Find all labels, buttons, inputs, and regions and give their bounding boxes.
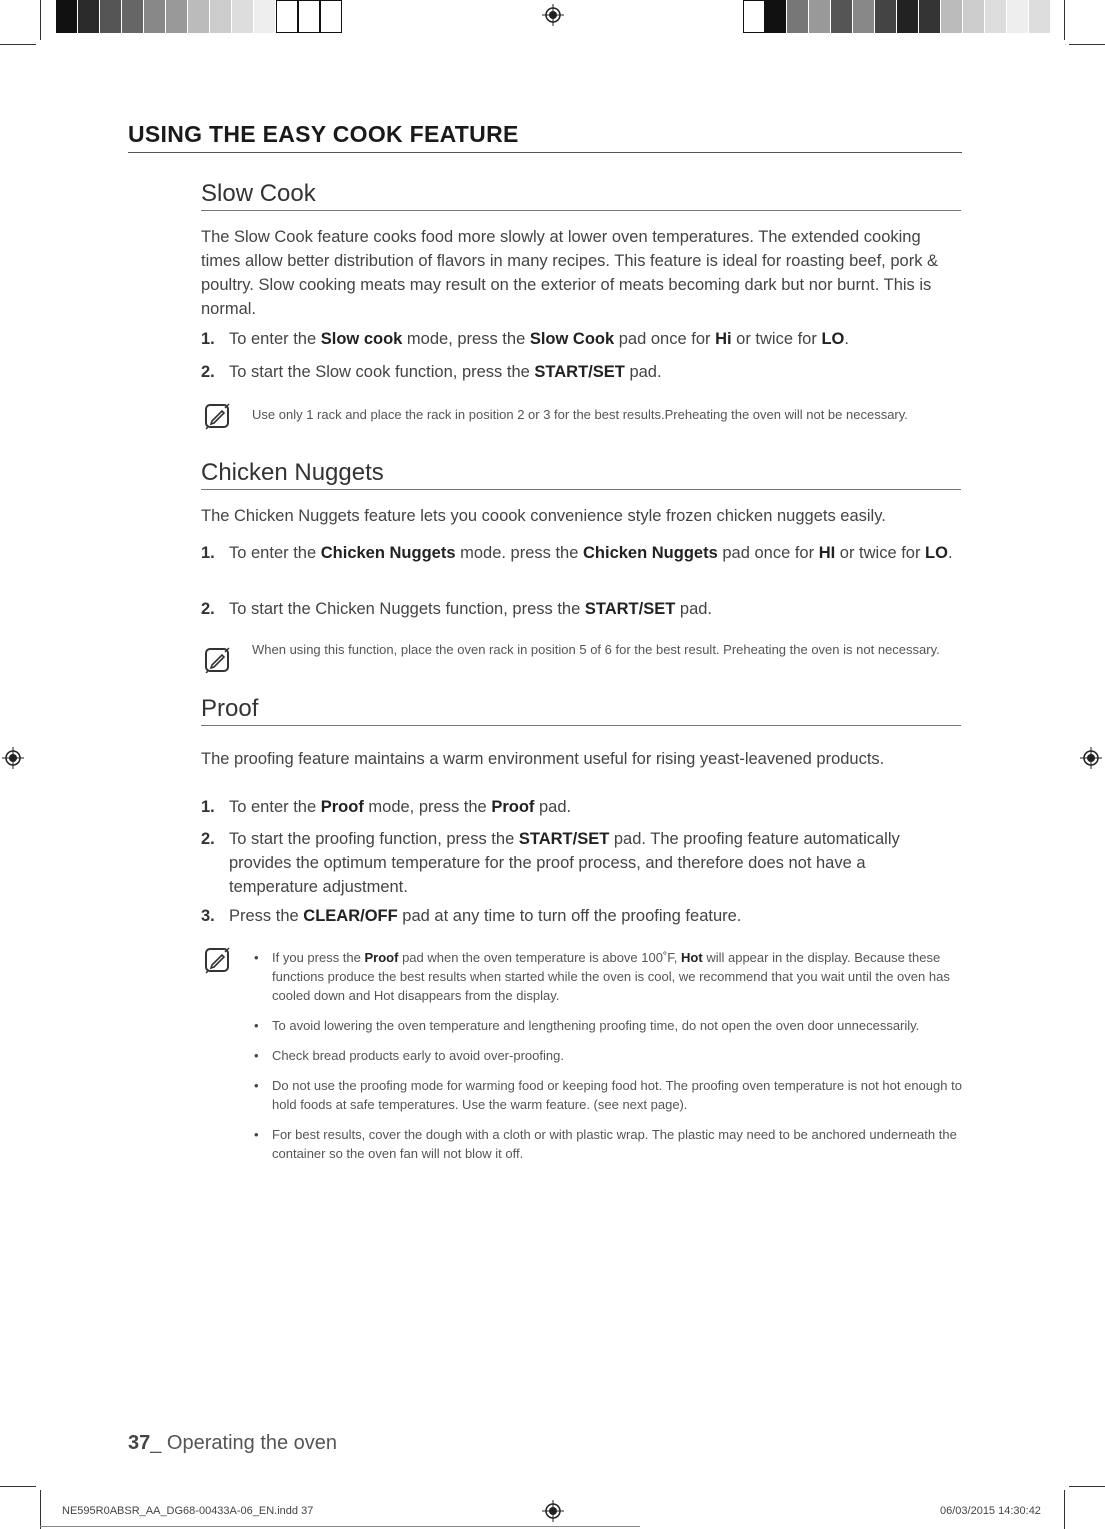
- step-text: To start the Chicken Nuggets function, press the START/SET pad.: [229, 600, 713, 618]
- step-number: 3.: [201, 907, 215, 925]
- slug-rule: [40, 1526, 640, 1527]
- step-text: To enter the Proof mode, press the Proof pad.: [229, 798, 572, 816]
- list-item: • For best results, cover the dough with a cloth or with plastic wrap. The plastic may need to be anchored underneath the container so the oven fan will not blow it off.: [254, 1125, 964, 1163]
- chicken-nuggets-step-2: [201, 597, 961, 621]
- registration-mark-top: [542, 4, 564, 26]
- proof-notes-list: [254, 948, 964, 1174]
- color-bar-right: [743, 0, 1051, 33]
- step-text: To enter the Chicken Nuggets mode. press the Chicken Nuggets pad once for HI or twice for LO.: [229, 544, 953, 562]
- page-number: 37: [128, 1432, 151, 1454]
- section-heading-slow-cook: Slow Cook: [201, 180, 961, 211]
- step-text: To start the proofing function, press the START/SET pad. The proofing feature automatically provides the optimum temperature for the proof process, and therefore does not have a temperature adjustment.: [229, 830, 900, 896]
- section-heading-chicken-nuggets: Chicken Nuggets: [201, 459, 961, 490]
- date-slug: 06/03/2015 14:30:42: [940, 1505, 1041, 1517]
- proof-step-2: [201, 827, 961, 899]
- chicken-nuggets-intro: The Chicken Nuggets feature lets you coook convenience style frozen chicken nuggets easily.: [201, 507, 886, 525]
- page-footer: [128, 1432, 337, 1455]
- note-icon: [203, 402, 231, 430]
- step-text: To enter the Slow cook mode, press the Slow Cook pad once for Hi or twice for LO.: [229, 330, 849, 348]
- step-number: 2.: [201, 363, 215, 381]
- step-number: 1.: [201, 544, 215, 562]
- step-number: 1.: [201, 330, 215, 348]
- page-section-label: _ Operating the oven: [150, 1432, 338, 1454]
- step-number: 2.: [201, 600, 215, 618]
- registration-mark-left: [2, 747, 24, 769]
- list-item: • If you press the Proof pad when the oven temperature is above 100˚F, Hot will appear in the display. Because these functions produce the best results when started while the oven is cool, we recommend that you wait until the oven has cooled down and Hot disappears from the display.: [254, 948, 964, 1005]
- note-icon: [203, 646, 231, 674]
- proof-step-3: [201, 904, 961, 928]
- crop-mark: [0, 44, 36, 45]
- crop-mark: [1069, 1486, 1105, 1487]
- color-bar-left: [56, 0, 342, 33]
- chicken-nuggets-step-1: [201, 541, 961, 565]
- note-icon: [203, 946, 231, 974]
- chicken-nuggets-note: When using this function, place the oven rack in position 5 of 6 for the best result. Preheating the oven is not necessary.: [252, 642, 940, 657]
- section-heading-proof: Proof: [201, 695, 961, 726]
- step-number: 2.: [201, 830, 215, 848]
- slow-cook-intro: The Slow Cook feature cooks food more slowly at lower oven temperatures. The extended cooking times allow better distribution of flavors in many recipes. This feature is ideal for roasting beef, pork & poultry. Slow cooking meats may result on the exterior of meats becoming dark but nor burnt. This is normal.: [201, 228, 939, 318]
- list-item: • Check bread products early to avoid over-proofing.: [254, 1046, 964, 1065]
- crop-mark: [1069, 44, 1105, 45]
- slow-cook-step-2: [201, 360, 961, 384]
- step-text: To start the Slow cook function, press the START/SET pad.: [229, 363, 662, 381]
- proof-step-1: [201, 795, 961, 819]
- slow-cook-note: Use only 1 rack and place the rack in position 2 or 3 for the best results.Preheating the oven will not be necessary.: [252, 407, 908, 422]
- step-text: Press the CLEAR/OFF pad at any time to turn off the proofing feature.: [229, 907, 742, 925]
- crop-mark: [0, 1486, 36, 1487]
- slow-cook-step-1: [201, 327, 961, 351]
- list-item: • To avoid lowering the oven temperature and lengthening proofing time, do not open the oven door unnecessarily.: [254, 1016, 964, 1035]
- list-item: • Do not use the proofing mode for warming food or keeping food hot. The proofing oven temperature is not hot enough to hold foods at safe temperatures. Use the warm feature. (see next page).: [254, 1076, 964, 1114]
- proof-intro: The proofing feature maintains a warm environment useful for rising yeast-leavened products.: [201, 750, 885, 768]
- registration-mark-bottom: [542, 1500, 564, 1522]
- registration-mark-right: [1080, 747, 1102, 769]
- file-slug: NE595R0ABSR_AA_DG68-00433A-06_EN.indd 37: [62, 1505, 314, 1517]
- crop-mark: [40, 0, 41, 40]
- crop-mark: [40, 1490, 41, 1529]
- crop-mark: [1064, 0, 1065, 40]
- page-title: USING THE EASY COOK FEATURE: [128, 121, 962, 153]
- step-number: 1.: [201, 798, 215, 816]
- crop-mark: [1064, 1490, 1065, 1529]
